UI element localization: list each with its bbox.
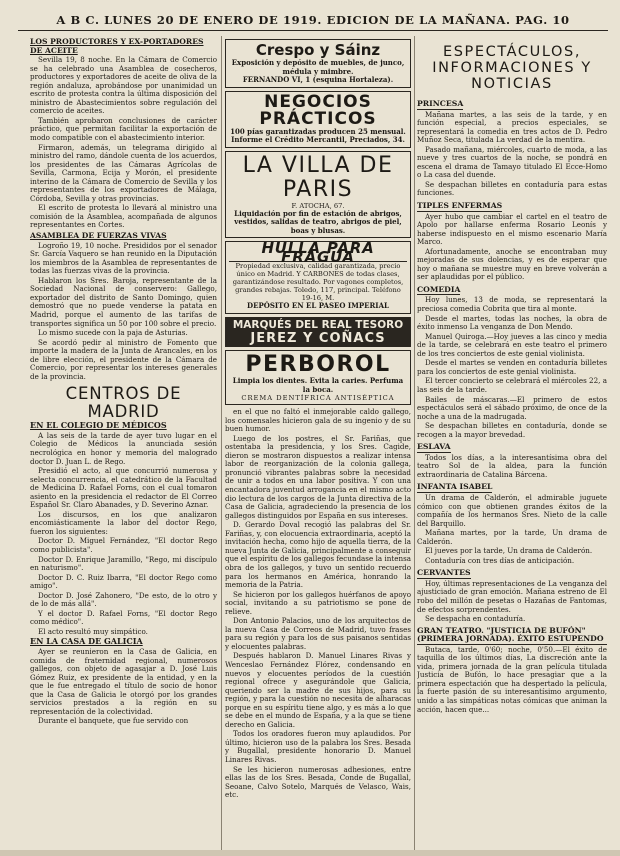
column-left bbox=[30, 36, 217, 848]
paragraph: Desde el martes, todas las noches, la obra de éxito inmenso La venganza de Don Mendo. bbox=[417, 313, 607, 332]
list-item: Doctor D. Enrique Jaramillo, "Rego, mi discípulo en naturismo". bbox=[30, 554, 217, 573]
paragraph: Los discursos, en los que analizaron encomiásticamente la labor del doctor Rego, fueron los siguientes: bbox=[30, 509, 217, 536]
paragraph: Hoy, últimas representaciones de La venganza del ajusticiado de gran emoción. Mañana estreno de El robo del millón de pesetas o Hazañas de Fantomas, de efectos sorprendentes. bbox=[417, 578, 607, 614]
paragraph: Presidió el acto, al que concurrió numerosa y selecta concurrencia, el catedrático de la Facultad de Medicina D. Rafael Forns, con el cual tomaron asiento en la presidencia el redactor de El Correo Español Sr. Claro Abanades, y D. Severino Aznar. bbox=[30, 466, 217, 510]
paragraph: Luego de los postres, el Sr. Fariñas, que ostentaba la presidencia, y los Sres. Cagide, dieron se mostraron dispuestos a realizar intensa labor de reorganización de la colonia gallega, pronunció vibrantes palabras sobre la necesidad de unir a todos en una labor positiva. Y con una encantadora juventud arrogancia en el mismo acto dio lectura de los cargos de la Junta directiva de la Casa de Galicia, agradeciendo la presencia de los gallegos distinguidos por España en sus intereses. bbox=[225, 433, 411, 520]
column-rule-left bbox=[221, 36, 222, 851]
paragraph: Sevilla 19, 8 noche. En la Cámara de Comercio se ha celebrado una Asamblea de cosecheros, productores y exportadores de aceite de oliva de la región andaluza, aprobándose por unanimidad un escrito de protesta contra la última disposición del ministro de Abastecimientos sobre regulación del comercio de aceites. bbox=[30, 55, 217, 116]
list-item: Doctor D. Miguel Fernández, "El doctor Rego como publicista". bbox=[30, 536, 217, 554]
section-heading: CENTROS DE MADRID bbox=[65, 384, 182, 422]
ad-text: Propiedad exclusiva, calidad garantizada, precio único en Madrid. Y CARBONES de todas clases, garantizándose resultado. Por vagones completos, grandes rebajas. Toledo, 117, principal. Teléfono 19-16, M. bbox=[232, 262, 404, 303]
ad-perborol bbox=[225, 350, 411, 405]
ad-address: FERNANDO VI, 1 (esquina Hortaleza). bbox=[242, 75, 394, 85]
paragraph: El jueves por la tarde, Un drama de Calderón. bbox=[425, 546, 593, 556]
paragraph: Afortunadamente, anoche se encontraban muy mejoradas de sus dolencias, y es de esperar que hoy o mañana se muestre muy en breve volverán a ser aplaudidas por el público. bbox=[417, 246, 607, 282]
ad-text: Liquidación por fin de estación de abrigos, vestidos, salidas de teatro, abrigos de piel, boas y blusas. bbox=[234, 208, 402, 235]
subsection-heading: COMEDIA bbox=[417, 284, 461, 294]
ad-crespo-sainz bbox=[225, 39, 411, 88]
paragraph: Lo mismo sucede con la paja de Asturias. bbox=[38, 328, 188, 338]
ad-text: 100 pías garantizadas producen 25 mensual. Informe el Crédito Mercantil, Preciados, 34. bbox=[230, 126, 406, 145]
ad-title: Crespo y Sáinz bbox=[255, 41, 381, 59]
paragraph: Se les hicieron numerosas adhesiones, entre ellas las de los Sres. Besada, Conde de Bugallal, Seoane, Calvo Sotelo, Marqués de Velasco, Wais, etc. bbox=[225, 764, 411, 800]
ad-title: LA VILLA DE PARIS bbox=[242, 152, 394, 202]
paragraph: Hoy lunes, 13 de moda, se representará la preciosa comedia Cobrita que tira al monte. bbox=[417, 295, 607, 314]
paragraph: Mañana martes, a las seis de la tarde, y en función especial, a precios especiales, se representará la comedia en tres actos de D. Pedro Muñoz Seca, titulada La verdad de la mentira. bbox=[417, 109, 607, 145]
list-item: Doctor D. José Zahonero, "De esto, de lo otro y de lo de más allá". bbox=[30, 590, 217, 609]
paragraph: en el que no faltó el inmejorable caldo gallego, los comensales hicieron gala de su ingenio y de su buen humor. bbox=[225, 407, 411, 434]
page-edge bbox=[0, 850, 620, 856]
paragraph: Un drama de Calderón, el admirable juguete cómico con que obtienen grandes éxitos de la compañía de los hermanos Sres. Nieto de la calle del Barquillo. bbox=[417, 492, 607, 528]
paragraph: Desde el martes se venden en contaduría billetes para los conciertos de este genial violinista. bbox=[417, 358, 607, 376]
paragraph: Logroño 19, 10 noche. Presididos por el senador Sr. García Vaquero se han reunido en la Diputación los miembros de la Asamblea de representantes de todas las fuerzas vivas de la provincia. bbox=[30, 240, 217, 276]
paragraph: También aprobaron conclusiones de carácter práctico, que permitan facilitar la exportación de modo compatible con el abastecimiento interior. bbox=[30, 115, 217, 143]
subsection-heading: PRINCESA bbox=[417, 99, 464, 108]
paragraph: Durante el banquete, que fue servido con bbox=[38, 716, 189, 726]
ad-text: Exposición y depósito de muebles, de junco, médula y mimbre. bbox=[231, 58, 405, 76]
ad-text: DEPÓSITO EN EL PASEO IMPERIAL bbox=[247, 301, 389, 311]
ad-title: HULLA PARA FRAGUA bbox=[229, 244, 407, 262]
paragraph: Mañana martes, por la tarde, Un drama de Calderón. bbox=[417, 528, 607, 546]
paragraph: Don Antonio Palacios, uno de los arquitectos de la nueva Casa de Correos de Madrid, tuvo frases para su región y para los de sus paisanos sentidas y elocuentes palabras. bbox=[225, 616, 411, 651]
ad-text: CREMA DENTÍFRICA ANTISÉPTICA bbox=[241, 394, 395, 403]
column-center bbox=[225, 36, 411, 848]
article-heading: ASAMBLEA DE FUERZAS VIVAS bbox=[30, 231, 167, 241]
article-heading: LOS PRODUCTORES Y EX-PORTADORES DE ACEITE bbox=[30, 37, 204, 55]
ad-title: MARQUÉS DEL REAL TESORO bbox=[232, 319, 404, 332]
ad-text: Limpia los dientes. Evita la caries. Perfuma la boca. bbox=[232, 376, 404, 394]
paragraph: A las seis de la tarde de ayer tuvo lugar en el Colegio de Médicos la anunciada sesión necrológica en honor y memoria del malogrado doctor D. Juan L. de Rego. bbox=[30, 430, 217, 466]
subsection-heading: EN EL COLEGIO DE MÉDICOS bbox=[30, 420, 167, 431]
ad-title: NEGOCIOS PRÁCTICOS bbox=[259, 91, 377, 129]
page-header: A B C. LUNES 20 DE ENERO DE 1919. EDICION DE LA MAÑANA. PAG. 10 bbox=[18, 10, 608, 31]
paragraph: D. Gerardo Doval recogió las palabras del Sr. Fariñas, y, con elocuencia extraordinaria, aceptó la invitación hecha, como hijo de aquella tierra, de la nueva Junta de Galicia, principalmente a conseguir que el espíritu de los gallegos fecundase la intensa obra de los gallegos, y tuvo un sentido recuerdo para los hermanos en América, honrando la memoria de la Patria. bbox=[225, 520, 411, 590]
ad-real-tesoro bbox=[225, 317, 411, 347]
ad-hulla-fragua bbox=[225, 241, 411, 314]
column-right bbox=[417, 36, 607, 848]
paragraph: Bailes de máscaras.—El primero de estos espectáculos será el sábado próximo, de once de la noche a una de la madrugada. bbox=[417, 394, 607, 421]
paragraph: Se despachan billetes en contaduría, donde se recogen a la mayor brevedad. bbox=[417, 421, 607, 439]
ad-address: F. ATOCHA, 67. bbox=[291, 201, 345, 210]
ad-negocios-practicos bbox=[225, 91, 411, 148]
paragraph: Butaca, tarde, 0'60; noche, 0'50.—El éxito de taquilla de los últimos días, La discreción ante la vida, primera jornada de la gran película titulada Justicia de Bufón, lo hace presagiar que a la primera espectación que ha despertado la película, la fuerte pasión de su interesantísimo argumento, unido a las simpáticas notas cómicas que animan la acción, hacen que... bbox=[417, 644, 607, 714]
paragraph: Todos los días, a la interesantísima obra del teatro Sol de la aldea, para la función extraordinaria de Catalina Bárcena. bbox=[417, 452, 607, 479]
subsection-heading: ESLAVA bbox=[417, 442, 451, 452]
subsection-heading: TIPLES ENFERMAS bbox=[417, 201, 503, 211]
paragraph: Contaduría con tres días de anticipación. bbox=[425, 555, 575, 565]
paragraph: Firmaron, además, un telegrama dirigido al ministro del ramo, dándole cuenta de los acuerdos, los presidentes de las Cámaras Agrícolas de Sevilla, Carmona, Ecija y Morón, el presidente interino de la Cámara de Comercio de Sevilla y los representantes de los exportadores de Málaga, Córdoba, Sevilla y otras provincias. bbox=[30, 142, 217, 203]
paragraph: Después hablaron D. Manuel Linares Rivas y Wenceslao Fernández Flórez, condensando en nuevos y elocuentes períodos de la cuestión regional ofrece y asegurándole que Galicia, queriendo ser la madre de sus hijos, para su región, y para la cuestión no necesita de alharacas porque en su espíritu tiene algo, y es más a lo que se debe en el mundo de España, y a la que se tiene derecho en Galicia. bbox=[225, 651, 411, 729]
subsection-heading: INFANTA ISABEL bbox=[417, 482, 493, 492]
paragraph: Hablaron los Sres. Baroja, representante de la Sociedad Nacional de conservero: Gallego, exportador del distrito de Santo Domingo, quien demostró que no puede venderse la patata en Madrid, porque el aumento de las tarifas de transportes significa un 50 por 100 sobre el precio. bbox=[30, 275, 217, 328]
column-rule-right bbox=[414, 36, 415, 851]
paragraph: Ayer hubo que cambiar el cartel en el teatro de Apolo por hallarse enferma Rosario Leonís y haberse indispuesto en el mismo escenario María Marco. bbox=[417, 211, 607, 247]
list-item: Doctor D. C. Ruiz Ibarra, "El doctor Rego como amigo". bbox=[30, 572, 217, 591]
list-item: Y el doctor D. Rafael Forns, "El doctor Rego como médico". bbox=[30, 608, 217, 627]
ad-villa-de-paris bbox=[225, 151, 411, 239]
paragraph: El acto resultó muy simpático. bbox=[38, 626, 148, 636]
paragraph: Se despachan billetes en contaduría para estas funciones. bbox=[417, 179, 607, 198]
ad-title: PERBOROL bbox=[245, 352, 391, 378]
section-heading: ESPECTÁCULOS, INFORMACIONES Y NOTICIAS bbox=[432, 44, 592, 92]
paragraph: Se despacha en contaduría. bbox=[425, 614, 526, 624]
paragraph: Pasado mañana, miércoles, cuarto de moda, a las nueve y tres cuartos de la noche, se pondrá en escena el drama de Tamayo titulado El Ecce-Homo o La casa del duende. bbox=[417, 144, 607, 180]
subsection-heading: CERVANTES bbox=[417, 568, 471, 578]
ad-subtitle: JEREZ Y COÑACS bbox=[250, 331, 386, 347]
paragraph: Se acordó pedir al ministro de Fomento que importe la madera de la Junta de Arancales, en los de libre elección, el presidente de la Cámara de Comercio, por representar los intereses generales de la provincia. bbox=[30, 337, 217, 381]
subsection-heading: GRAN TEATRO. "JUSTICIA DE BUFÓN" (PRIMERA JORNADA). ÉXITO ESTUPENDO bbox=[417, 627, 607, 645]
paragraph: El tercer concierto se celebrará el miércoles 22, a las seis de la tarde. bbox=[417, 376, 607, 394]
paragraph: Todos los oradores fueron muy aplaudidos. Por último, hicieron uso de la palabra los Sres. Besada y Bugallal, presidente honorario D. Manuel Linares Rivas. bbox=[225, 729, 411, 764]
paragraph: Ayer se reunieron en la Casa de Galicia, en comida de fraternidad regional, numerosos gallegos, con objeto de agasajar a D. José Luis Gómez Ruiz, ex presidente de la entidad, y en la que le fue entregado el título de socio de honor que la Casa de Galicia le otorgó por los grandes servicios prestados a la región en su representación de la colectividad. bbox=[30, 647, 217, 716]
subsection-heading: EN LA CASA DE GALICIA bbox=[30, 636, 143, 647]
paragraph: El escrito de protesta lo llevará al ministro una comisión de la Asamblea, acompañada de algunos representantes en Cortes. bbox=[30, 203, 217, 230]
paragraph: Se hicieron por los gallegos huérfanos de apoyo social, invitando a su patriotismo se pone de relieve. bbox=[225, 589, 411, 616]
paragraph: Manuel Quiroga.—Hoy jueves a las cinco y media de la tarde, se celebrará en este teatro el primero de los tres conciertos de este genial violinista. bbox=[417, 331, 607, 358]
